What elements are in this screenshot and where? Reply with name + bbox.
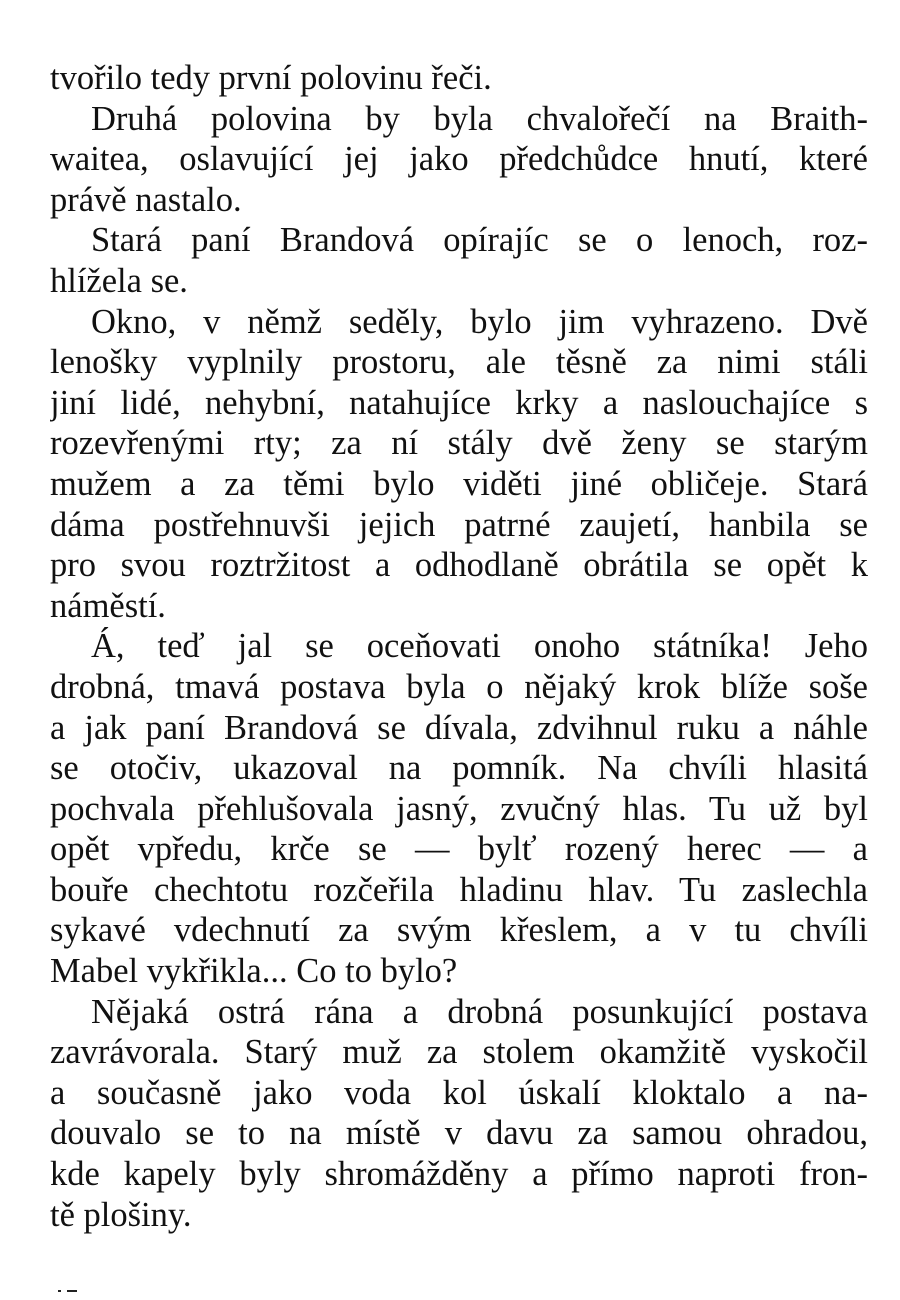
text-line: pro svou roztržitost a odhodlaně obrátila se opět k [50,546,868,585]
text-line: Okno, v němž seděly, bylo jim vyhrazeno. Dvě [91,302,868,341]
text-line: Nějaká ostrá rána a drobná posunkující postava [91,992,868,1031]
text-line: waitea, oslavující jej jako předchůdce hnutí, které [50,140,868,179]
text-line: tě plošiny. [50,1195,192,1234]
text-line: tvořilo tedy první polovinu řeči. [50,59,492,97]
text-line: douvalo se to na místě v davu za samou ohradou, [50,1114,868,1153]
page-number-fragment [58,1290,84,1300]
text-line: hlížela se. [50,261,188,300]
text-line: sykavé vdechnutí za svým křeslem, a v tu chvíli [50,911,868,950]
text-line: lenošky vyplnily prostoru, ale těsně za nimi stáli [50,343,868,382]
text-line: právě nastalo. [50,180,242,219]
text-line: Druhá polovina by byla chvalořečí na Braith- [91,99,868,138]
text-line: a současně jako voda kol úskalí kloktalo a na- [50,1073,868,1112]
text-line: zavrávorala. Starý muž za stolem okamžitě vyskočil [50,1033,868,1072]
book-page-text [50,58,868,1235]
text-line: mužem a za těmi bylo viděti jiné obličeje. Stará [50,464,868,503]
text-line: a jak paní Brandová se dívala, zdvihnul ruku a náhle [50,708,868,747]
text-line: drobná, tmavá postava byla o nějaký krok blíže soše [50,667,868,706]
text-line: náměstí. [50,586,166,625]
text-line: Mabel vykřikla... Co to bylo? [50,952,458,991]
text-line: jiní lidé, nehybní, natahujíce krky a naslouchajíce s [50,383,868,422]
text-line: bouře chechtotu rozčeřila hladinu hlav. Tu zaslechla [50,870,868,909]
text-line: Á, teď jal se oceňovati onoho státníka! Jeho [91,627,868,666]
text-line: rozevřenými rty; za ní stály dvě ženy se starým [50,424,868,463]
text-line: se otočiv, ukazoval na pomník. Na chvíli hlasitá [50,749,868,788]
text-line: opět vpředu, krče se — bylť rozený herec — a [50,830,868,869]
text-line: kde kapely byly shromážděny a přímo naproti fron- [50,1155,868,1194]
text-line: Stará paní Brandová opírajíc se o lenoch, roz- [91,221,868,260]
text-line: pochvala přehlušovala jasný, zvučný hlas. Tu už byl [50,789,868,828]
text-line: dáma postřehnuvši jejich patrné zaujetí, hanbila se [50,505,868,544]
